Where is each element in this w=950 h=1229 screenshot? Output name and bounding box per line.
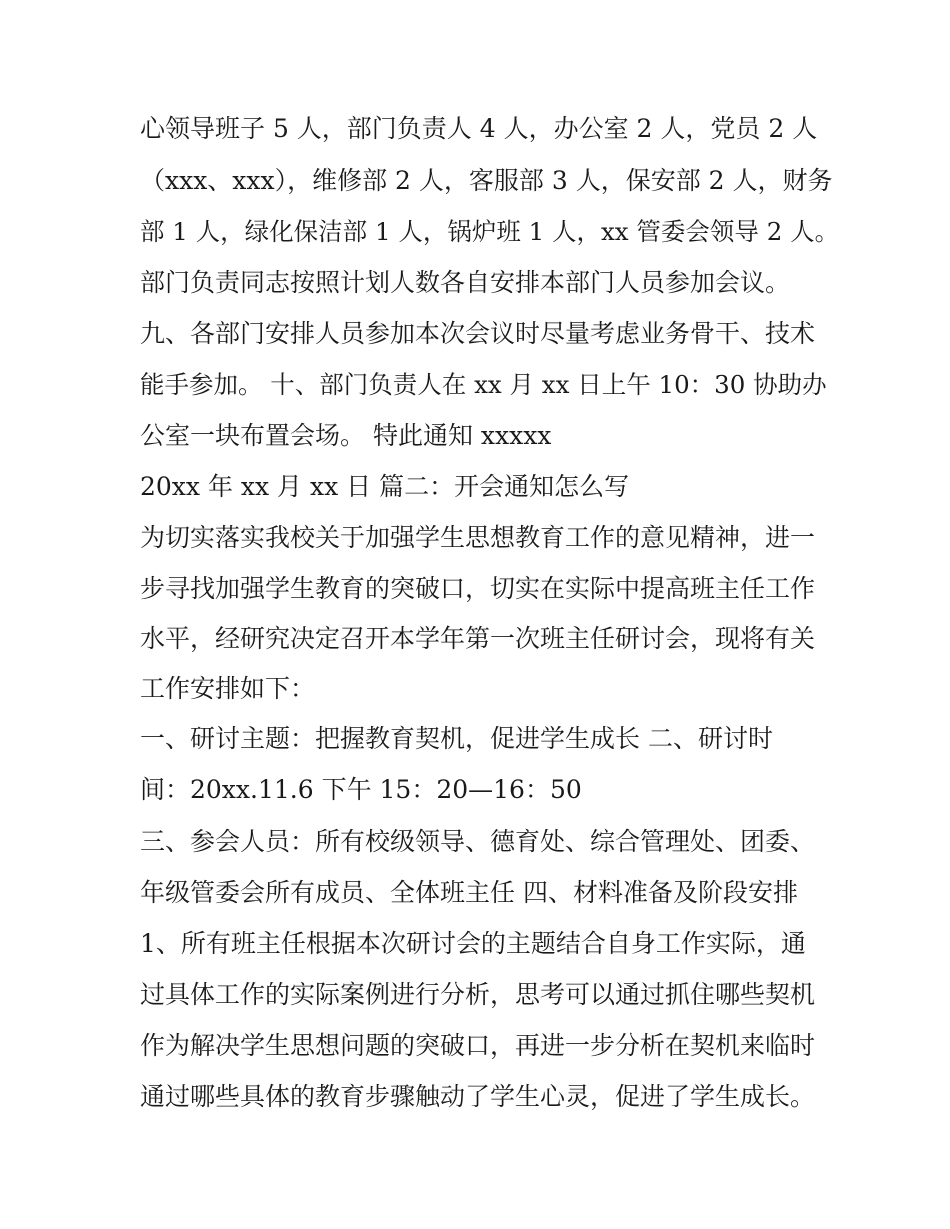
text-line: 工作安排如下： (140, 674, 316, 703)
text-line: 公室一块布置会场。 特此通知 xxxxx (140, 421, 552, 450)
text-line: 1、所有班主任根据本次研讨会的主题结合自身工作实际，通 (140, 929, 806, 958)
text-line: 部门负责同志按照计划人数各自安排本部门人员参加会议。 (140, 268, 791, 297)
text-line: 心领导班子 5 人，部门负责人 4 人，办公室 2 人，党员 2 人 (140, 114, 818, 143)
text-line: 年级管委会所有成员、全体班主任 四、材料准备及阶段安排 (140, 878, 798, 907)
text-line: 为切实落实我校关于加强学生思想教育工作的意见精神，进一 (140, 523, 816, 552)
text-line: （xxx、xxx），维修部 2 人，客服部 3 人，保安部 2 人，财务 (140, 166, 833, 195)
text-line: 步寻找加强学生教育的突破口，切实在实际中提高班主任工作 (140, 574, 816, 603)
text-line: 一、研讨主题：把握教育契机，促进学生成长 二、研讨时 (140, 724, 773, 753)
text-line: 三、参会人员：所有校级领导、德育处、综合管理处、团委、 (140, 827, 816, 856)
text-line: 作为解决学生思想问题的突破口，再进一步分析在契机来临时 (140, 1031, 816, 1060)
text-line: 水平，经研究决定召开本学年第一次班主任研讨会，现将有关 (140, 624, 816, 653)
text-line: 通过哪些具体的教育步骤触动了学生心灵，促进了学生成长。 (140, 1082, 816, 1111)
text-line: 20xx 年 xx 月 xx 日 篇二：开会通知怎么写 (140, 472, 630, 501)
text-line: 部 1 人，绿化保洁部 1 人，锅炉班 1 人，xx 管委会领导 2 人。 (140, 217, 840, 246)
text-line: 过具体工作的实际案例进行分析，思考可以通过抓住哪些契机 (140, 980, 816, 1009)
text-line: 九、各部门安排人员参加本次会议时尽量考虑业务骨干、技术 (140, 319, 816, 348)
text-line: 能手参加。 十、部门负责人在 xx 月 xx 日上午 10：30 协助办 (140, 370, 827, 399)
text-line: 间：20xx.11.6 下午 15：20—16：50 (140, 775, 582, 804)
